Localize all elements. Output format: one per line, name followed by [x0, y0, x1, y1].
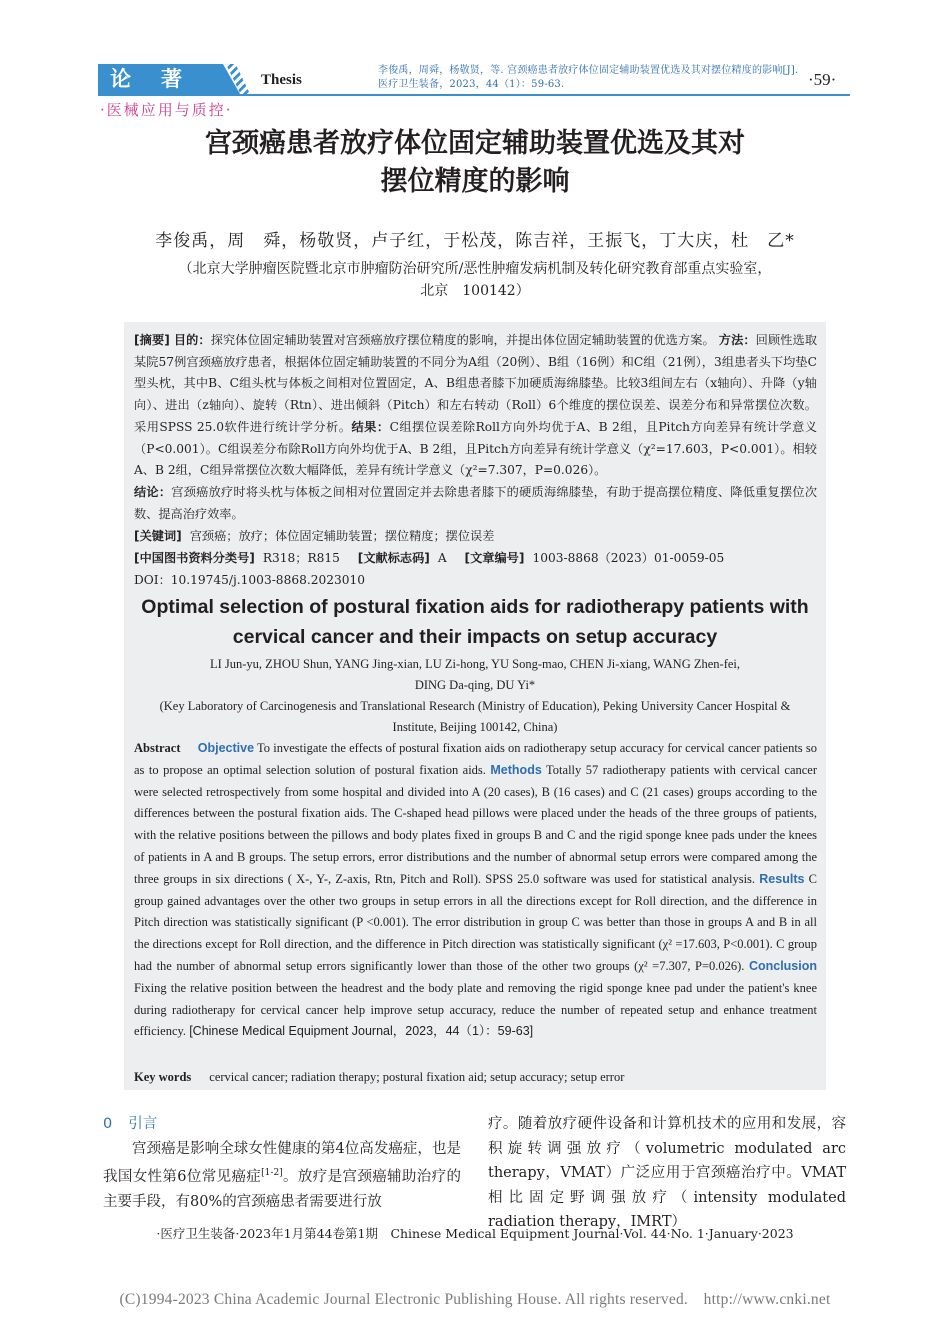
affiliation-cn-line2: 北京 100142） — [420, 283, 530, 299]
journal-footer: ·医疗卫生装备·2023年1月第44卷第1期 Chinese Medical Equipment Journal·Vol. 44·No. 1·January·2023 — [156, 1226, 794, 1241]
conclusion-label-cn: 结论： — [134, 484, 172, 499]
copyright-notice: (C)1994-2023 China Academic Journal Electronic Publishing House. All rights reserved. http://www.cnki.net — [119, 1291, 831, 1308]
keywords-en — [134, 1068, 817, 1086]
section-number: 0 — [103, 1116, 113, 1132]
clc-value: R318；R815 — [262, 551, 340, 565]
clc-label: [中国图书资料分类号] — [134, 551, 255, 565]
purpose-label: 目的： — [173, 333, 211, 347]
abstract-cn-label: [摘要] — [134, 333, 170, 347]
authors-en-line2: DING Da-qing, DU Yi* — [414, 678, 536, 692]
intro-paragraph — [103, 1137, 461, 1215]
results-text-en: C group gained advantages over the other two groups in setup errors in all the directions except for Roll direction, and the difference in Pitch direction was statistically significant (P <0.001). The error distribution in group C was better than those in groups A and B in all the directions except for Roll direction, and the difference in Pitch direction was statistically significant (χ² =17.603, P<0.001). C group had the number of abnormal setup errors significantly lower than those of the other two groups (χ² =7.307, P=0.026). — [134, 871, 818, 973]
intro-text-a: 宫颈癌是影响全球女性健康的第4位高发癌症，也是我国女性第6位常见癌症 — [103, 1140, 461, 1186]
section-heading-introduction — [103, 1112, 461, 1137]
results-label-en: Results — [759, 871, 805, 886]
title-cn-line1: 宫颈癌患者放疗体位固定辅助装置优选及其对 — [205, 128, 745, 159]
results-text-cn: C组摆位误差除Roll方向外均优于A、B 2组，且Pitch方向差异有统计学意义（P<0.001）。C组误差分布除Roll方向外均优于A、B 2组，且Pitch方向差异有统计学意义（χ²=17.603，P<0.001）。相较A、B 2组，C组异常摆位次数大幅降低，差异有统计学意义（χ²=7.307，P=0.026）。 — [134, 419, 818, 478]
methods-text-en: Totally 57 radiotherapy patients with cervical cancer were selected retrospectively from some hospital and divided into A (20 cases), B (16 cases) and C (21 cases) groups according to the differences between the postural fixation aids. The C-shaped head pillows were placed under the heads of the three groups of patients, with the relative positions between the pillows and body plates fixed in groups B and C and the rigid sponge knee pads under the knees of patients in A and B groups. The setup errors, error distributions and the number of abnormal setup errors were compared among the three groups in six directions ( X-, Y-, Z-axis, Rtn, Pitch and Roll). SPSS 25.0 software was used for statistical analysis. — [134, 762, 817, 886]
doi: DOI：10.19745/j.1003-8868.2023010 — [134, 573, 365, 587]
objective-text: To investigate the effects of postural fixation aids on radiotherapy setup accuracy for cervical cancer patients so as to propose an optimal selection solution of postural fixation aids. — [134, 741, 817, 777]
authors-cn: 李俊禹，周 舜，杨敬贤，卢子红，于松茂，陈吉祥，王振飞，丁大庆，杜 乙* — [155, 231, 795, 251]
keywords-cn — [134, 526, 817, 546]
header-rule — [98, 94, 850, 96]
conclusion-label-en: Conclusion — [748, 958, 818, 973]
affiliation-cn-line1: （北京大学肿瘤医院暨北京市肿瘤防治研究所/恶性肿瘤发病机制及转化研究教育部重点实验室， — [178, 261, 772, 277]
conclusion-text-en: Fixing the relative position between the headrest and the body plate and removing the rigid sponge knee pad under the patient's knee during radiotherapy for cervical cancer help improve setup accuracy, reduce the number of repeated setup and enhance treatment efficiency. — [134, 980, 817, 1039]
keywords-en-value: cervical cancer; radiation therapy; postural fixation aid; setup accuracy; setup error — [209, 1070, 625, 1084]
header-citation-line2: 医疗卫生装备，2023，44（1）：59-63. — [378, 79, 565, 90]
article-number-label: [文章编号] — [464, 551, 525, 565]
purpose-text: 探究体位固定辅助装置对宫颈癌放疗摆位精度的影响，并提出体位固定辅助装置的优选方案。 — [210, 333, 715, 347]
affiliation-en — [124, 696, 826, 738]
affiliation-en-line1: (Key Laboratory of Carcinogenesis and Translational Research (Ministry of Education), Peking University Cancer Hospital & — [159, 699, 791, 713]
column-tag: ·医械应用与质控· — [100, 101, 233, 119]
methods-label-cn: 方法： — [718, 333, 756, 347]
section-label-en: Thesis — [261, 72, 302, 88]
keywords-cn-value: 宫颈癌；放疗；体位固定辅助装置；摆位精度；摆位误差 — [189, 529, 495, 543]
section-label-cn: 论著 — [110, 67, 212, 91]
classification-line — [134, 548, 817, 568]
journal-citation-en: [Chinese Medical Equipment Journal，2023，44（1）：59-63] — [189, 1024, 534, 1039]
page-number: ·59· — [808, 70, 837, 89]
authors-en-line1: LI Jun-yu, ZHOU Shun, YANG Jing-xian, LU Zi-hong, YU Song-mao, CHEN Ji-xiang, WANG Zhen-fei, — [209, 657, 741, 671]
abstract-en-label: Abstract — [134, 741, 181, 755]
methods-text-cn: 回顾性选取某院57例宫颈癌放疗患者，根据体位固定辅助装置的不同分为A组（20例）、B组（16例）和C组（21例），3组患者头下均垫C型头枕，其中B、C组头枕与体板之间相对位置固定，A、B组患者膝下加硬质海绵膝垫。比较3组间左右（x轴向）、升降（y轴向）、进出（z轴向）、旋转（Rtn）、进出倾斜（Pitch）和左右转动（Roll）6个维度的摆位误差、误差分布和异常摆位次数。采用SPSS 25.0软件进行统计学分析。 — [134, 333, 818, 434]
affiliation-en-line2: Institute, Beijing 100142, China) — [392, 720, 558, 734]
article-number-value: 1003-8868（2023）01-0059-05 — [532, 551, 725, 565]
keywords-en-label: Key words — [134, 1070, 192, 1084]
abstract-en — [134, 738, 817, 1043]
doc-code-label: [文献标志码] — [357, 551, 430, 565]
article-title-cn — [100, 125, 850, 201]
title-cn-line2: 摆位精度的影响 — [380, 166, 570, 197]
methods-label-en: Methods — [490, 762, 542, 777]
reference-marker[interactable]: [1-2] — [261, 1168, 283, 1179]
results-label-cn: 结果： — [351, 419, 390, 434]
body-column-left — [103, 1112, 461, 1214]
doc-code-value: A — [437, 551, 447, 565]
authors-en — [124, 654, 826, 696]
article-title-en — [124, 592, 826, 652]
keywords-cn-label: [关键词] — [134, 529, 182, 543]
header-citation — [378, 64, 803, 92]
section-title: 引言 — [128, 1116, 158, 1132]
header-citation-line1: 李俊禹，周舜，杨敬贤，等. 宫颈癌患者放疗体位固定辅助装置优选及其对摆位精度的影响[J]. — [378, 65, 799, 76]
affiliation-cn — [100, 258, 850, 302]
title-en-line2: cervical cancer and their impacts on setup accuracy — [232, 626, 718, 648]
title-en-line1: Optimal selection of postural fixation aids for radiotherapy patients with — [141, 596, 809, 618]
objective-label: Objective — [197, 741, 255, 755]
body-column-right: 疗。随着放疗硬件设备和计算机技术的应用和发展，容积旋转调强放疗（volumetric modulated arc therapy，VMAT）广泛应用于宫颈癌治疗中。VMAT相比固定野调强放疗（intensity modulated radiation therapy，IMRT） — [488, 1116, 846, 1231]
conclusion-text-cn: 宫颈癌放疗时将头枕与体板之间相对位置固定并去除患者膝下的硬质海绵膝垫，有助于提高摆位精度、降低重复摆位次数、提高治疗效率。 — [134, 484, 818, 521]
intro-text-b: 。放疗是宫颈癌辅助治疗的主要手段，有80%的宫颈癌患者需要进行放 — [103, 1169, 461, 1210]
abstract-cn — [134, 330, 817, 525]
